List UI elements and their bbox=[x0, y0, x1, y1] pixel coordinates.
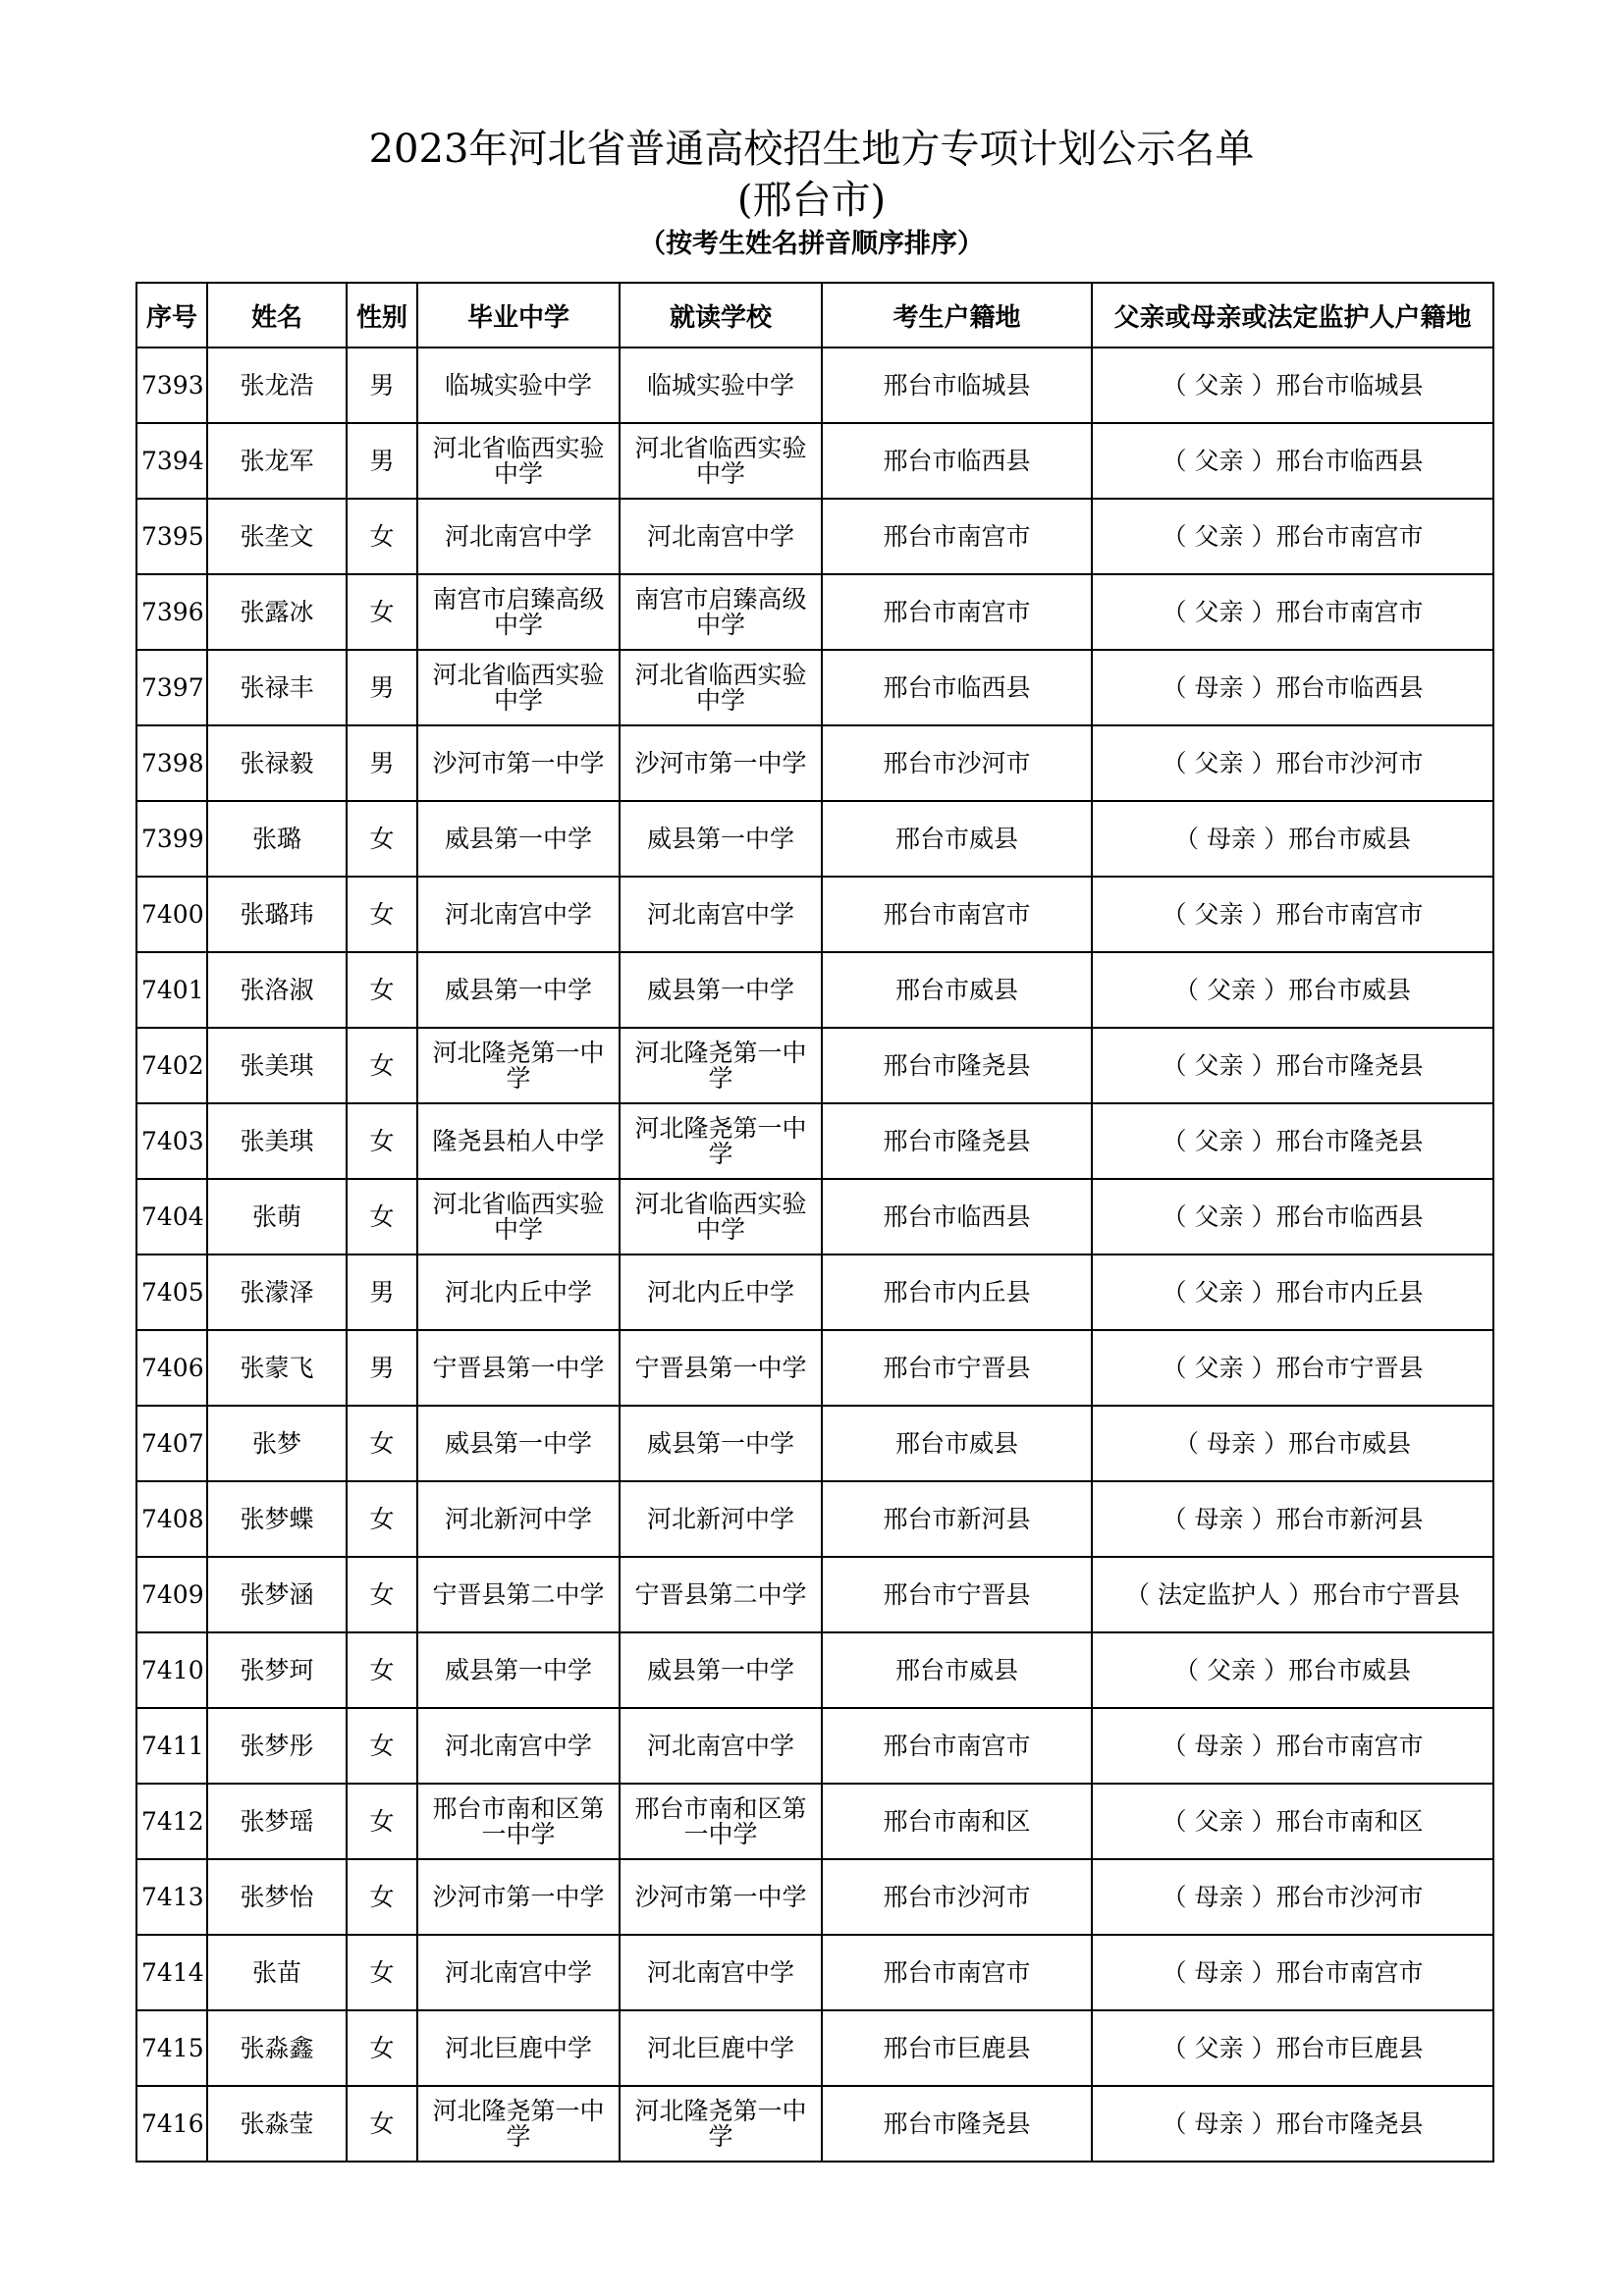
student-residence-cell: 邢台市南宫市 bbox=[822, 574, 1092, 650]
gender-cell: 女 bbox=[347, 1708, 417, 1784]
graduated-school-cell: 河北省临西实验中学 bbox=[417, 423, 620, 499]
student-residence-cell: 邢台市南宫市 bbox=[822, 1935, 1092, 2010]
column-header-guardian-residence: 父亲或母亲或法定监护人户籍地 bbox=[1092, 283, 1493, 347]
guardian-residence-cell: （ 母亲 ）邢台市新河县 bbox=[1092, 1481, 1493, 1557]
graduated-school-cell: 河北内丘中学 bbox=[417, 1255, 620, 1330]
guardian-residence-cell: （ 父亲 ）邢台市临城县 bbox=[1092, 347, 1493, 423]
serial-cell: 7399 bbox=[136, 801, 207, 877]
name-cell: 张美琪 bbox=[207, 1028, 347, 1103]
table-row bbox=[136, 877, 1493, 952]
table-row bbox=[136, 499, 1493, 574]
current-school-cell: 南宫市启臻高级中学 bbox=[620, 574, 822, 650]
name-cell: 张龙浩 bbox=[207, 347, 347, 423]
gender-cell: 男 bbox=[347, 347, 417, 423]
table-header-row bbox=[136, 283, 1493, 347]
graduated-school-cell: 河北省临西实验中学 bbox=[417, 650, 620, 725]
current-school-cell: 宁晋县第二中学 bbox=[620, 1557, 822, 1632]
serial-cell: 7397 bbox=[136, 650, 207, 725]
name-cell: 张璐 bbox=[207, 801, 347, 877]
guardian-residence-cell: （ 父亲 ）邢台市临西县 bbox=[1092, 1179, 1493, 1255]
student-residence-cell: 邢台市南宫市 bbox=[822, 499, 1092, 574]
roster-table bbox=[135, 282, 1494, 2163]
gender-cell: 男 bbox=[347, 1255, 417, 1330]
gender-cell: 男 bbox=[347, 650, 417, 725]
student-residence-cell: 邢台市内丘县 bbox=[822, 1255, 1092, 1330]
name-cell: 张濛泽 bbox=[207, 1255, 347, 1330]
current-school-cell: 河北隆尧第一中学 bbox=[620, 1028, 822, 1103]
serial-cell: 7412 bbox=[136, 1784, 207, 1859]
name-cell: 张淼莹 bbox=[207, 2086, 347, 2162]
guardian-residence-cell: （ 父亲 ）邢台市隆尧县 bbox=[1092, 1103, 1493, 1179]
gender-cell: 女 bbox=[347, 1103, 417, 1179]
guardian-residence-cell: （ 母亲 ）邢台市南宫市 bbox=[1092, 1708, 1493, 1784]
table-row bbox=[136, 1708, 1493, 1784]
current-school-cell: 河北隆尧第一中学 bbox=[620, 2086, 822, 2162]
student-residence-cell: 邢台市威县 bbox=[822, 1632, 1092, 1708]
student-residence-cell: 邢台市新河县 bbox=[822, 1481, 1092, 1557]
current-school-cell: 威县第一中学 bbox=[620, 1632, 822, 1708]
current-school-cell: 河北省临西实验中学 bbox=[620, 650, 822, 725]
graduated-school-cell: 河北南宫中学 bbox=[417, 1708, 620, 1784]
serial-cell: 7395 bbox=[136, 499, 207, 574]
column-header-graduated-school: 毕业中学 bbox=[417, 283, 620, 347]
student-residence-cell: 邢台市巨鹿县 bbox=[822, 2010, 1092, 2086]
name-cell: 张美琪 bbox=[207, 1103, 347, 1179]
graduated-school-cell: 河北南宫中学 bbox=[417, 499, 620, 574]
current-school-cell: 河北隆尧第一中学 bbox=[620, 1103, 822, 1179]
current-school-cell: 河北南宫中学 bbox=[620, 499, 822, 574]
guardian-residence-cell: （ 母亲 ）邢台市威县 bbox=[1092, 801, 1493, 877]
student-residence-cell: 邢台市隆尧县 bbox=[822, 1103, 1092, 1179]
gender-cell: 女 bbox=[347, 574, 417, 650]
serial-cell: 7405 bbox=[136, 1255, 207, 1330]
name-cell: 张龙军 bbox=[207, 423, 347, 499]
document-subtitle: (邢台市) bbox=[736, 178, 887, 223]
gender-cell: 女 bbox=[347, 1406, 417, 1481]
name-cell: 张淼鑫 bbox=[207, 2010, 347, 2086]
current-school-cell: 威县第一中学 bbox=[620, 1406, 822, 1481]
current-school-cell: 临城实验中学 bbox=[620, 347, 822, 423]
graduated-school-cell: 威县第一中学 bbox=[417, 1632, 620, 1708]
student-residence-cell: 邢台市沙河市 bbox=[822, 1859, 1092, 1935]
graduated-school-cell: 南宫市启臻高级中学 bbox=[417, 574, 620, 650]
graduated-school-cell: 河北南宫中学 bbox=[417, 877, 620, 952]
student-residence-cell: 邢台市南和区 bbox=[822, 1784, 1092, 1859]
student-residence-cell: 邢台市宁晋县 bbox=[822, 1330, 1092, 1406]
name-cell: 张梦怡 bbox=[207, 1859, 347, 1935]
gender-cell: 女 bbox=[347, 1028, 417, 1103]
table-row bbox=[136, 423, 1493, 499]
graduated-school-cell: 河北巨鹿中学 bbox=[417, 2010, 620, 2086]
table-row bbox=[136, 801, 1493, 877]
table-row bbox=[136, 1103, 1493, 1179]
name-cell: 张萌 bbox=[207, 1179, 347, 1255]
name-cell: 张璐玮 bbox=[207, 877, 347, 952]
guardian-residence-cell: （ 父亲 ）邢台市隆尧县 bbox=[1092, 1028, 1493, 1103]
current-school-cell: 威县第一中学 bbox=[620, 952, 822, 1028]
student-residence-cell: 邢台市隆尧县 bbox=[822, 2086, 1092, 2162]
name-cell: 张梦瑶 bbox=[207, 1784, 347, 1859]
student-residence-cell: 邢台市临西县 bbox=[822, 1179, 1092, 1255]
column-header-student-residence: 考生户籍地 bbox=[822, 283, 1092, 347]
serial-cell: 7401 bbox=[136, 952, 207, 1028]
student-residence-cell: 邢台市南宫市 bbox=[822, 1708, 1092, 1784]
student-residence-cell: 邢台市沙河市 bbox=[822, 725, 1092, 801]
student-residence-cell: 邢台市威县 bbox=[822, 801, 1092, 877]
guardian-residence-cell: （ 父亲 ）邢台市宁晋县 bbox=[1092, 1330, 1493, 1406]
graduated-school-cell: 沙河市第一中学 bbox=[417, 725, 620, 801]
guardian-residence-cell: （ 父亲 ）邢台市沙河市 bbox=[1092, 725, 1493, 801]
table-row bbox=[136, 1859, 1493, 1935]
guardian-residence-cell: （ 父亲 ）邢台市南宫市 bbox=[1092, 877, 1493, 952]
name-cell: 张露冰 bbox=[207, 574, 347, 650]
graduated-school-cell: 威县第一中学 bbox=[417, 952, 620, 1028]
table-body bbox=[136, 347, 1493, 2162]
column-header-gender: 性别 bbox=[347, 283, 417, 347]
student-residence-cell: 邢台市临西县 bbox=[822, 423, 1092, 499]
gender-cell: 女 bbox=[347, 1632, 417, 1708]
current-school-cell: 河北新河中学 bbox=[620, 1481, 822, 1557]
table-row bbox=[136, 1330, 1493, 1406]
serial-cell: 7403 bbox=[136, 1103, 207, 1179]
guardian-residence-cell: （ 父亲 ）邢台市南宫市 bbox=[1092, 574, 1493, 650]
serial-cell: 7409 bbox=[136, 1557, 207, 1632]
student-residence-cell: 邢台市南宫市 bbox=[822, 877, 1092, 952]
table-row bbox=[136, 1632, 1493, 1708]
gender-cell: 男 bbox=[347, 725, 417, 801]
gender-cell: 男 bbox=[347, 423, 417, 499]
graduated-school-cell: 河北隆尧第一中学 bbox=[417, 1028, 620, 1103]
current-school-cell: 河北巨鹿中学 bbox=[620, 2010, 822, 2086]
serial-cell: 7406 bbox=[136, 1330, 207, 1406]
table-row bbox=[136, 574, 1493, 650]
gender-cell: 女 bbox=[347, 1481, 417, 1557]
current-school-cell: 河北省临西实验中学 bbox=[620, 1179, 822, 1255]
document-title: 2023年河北省普通高校招生地方专项计划公示名单 bbox=[368, 127, 1255, 172]
table-row bbox=[136, 1481, 1493, 1557]
table-row bbox=[136, 725, 1493, 801]
serial-cell: 7411 bbox=[136, 1708, 207, 1784]
guardian-residence-cell: （ 母亲 ）邢台市临西县 bbox=[1092, 650, 1493, 725]
gender-cell: 女 bbox=[347, 1859, 417, 1935]
table-row bbox=[136, 2010, 1493, 2086]
name-cell: 张苗 bbox=[207, 1935, 347, 2010]
current-school-cell: 沙河市第一中学 bbox=[620, 1859, 822, 1935]
table-row bbox=[136, 347, 1493, 423]
gender-cell: 男 bbox=[347, 1330, 417, 1406]
student-residence-cell: 邢台市临西县 bbox=[822, 650, 1092, 725]
name-cell: 张梦 bbox=[207, 1406, 347, 1481]
name-cell: 张垄文 bbox=[207, 499, 347, 574]
current-school-cell: 沙河市第一中学 bbox=[620, 725, 822, 801]
guardian-residence-cell: （ 父亲 ）邢台市内丘县 bbox=[1092, 1255, 1493, 1330]
name-cell: 张梦珂 bbox=[207, 1632, 347, 1708]
gender-cell: 女 bbox=[347, 1935, 417, 2010]
current-school-cell: 威县第一中学 bbox=[620, 801, 822, 877]
graduated-school-cell: 沙河市第一中学 bbox=[417, 1859, 620, 1935]
gender-cell: 女 bbox=[347, 952, 417, 1028]
guardian-residence-cell: （ 母亲 ）邢台市沙河市 bbox=[1092, 1859, 1493, 1935]
current-school-cell: 河北南宫中学 bbox=[620, 1935, 822, 2010]
student-residence-cell: 邢台市临城县 bbox=[822, 347, 1092, 423]
name-cell: 张梦彤 bbox=[207, 1708, 347, 1784]
student-residence-cell: 邢台市隆尧县 bbox=[822, 1028, 1092, 1103]
column-header-current-school: 就读学校 bbox=[620, 283, 822, 347]
gender-cell: 女 bbox=[347, 2010, 417, 2086]
graduated-school-cell: 隆尧县柏人中学 bbox=[417, 1103, 620, 1179]
guardian-residence-cell: （ 父亲 ）邢台市巨鹿县 bbox=[1092, 2010, 1493, 2086]
table-row bbox=[136, 1255, 1493, 1330]
current-school-cell: 宁晋县第一中学 bbox=[620, 1330, 822, 1406]
table-row bbox=[136, 1028, 1493, 1103]
serial-cell: 7393 bbox=[136, 347, 207, 423]
gender-cell: 女 bbox=[347, 877, 417, 952]
guardian-residence-cell: （ 母亲 ）邢台市南宫市 bbox=[1092, 1935, 1493, 2010]
graduated-school-cell: 河北省临西实验中学 bbox=[417, 1179, 620, 1255]
gender-cell: 女 bbox=[347, 2086, 417, 2162]
serial-cell: 7416 bbox=[136, 2086, 207, 2162]
guardian-residence-cell: （ 父亲 ）邢台市南和区 bbox=[1092, 1784, 1493, 1859]
student-residence-cell: 邢台市威县 bbox=[822, 1406, 1092, 1481]
guardian-residence-cell: （ 母亲 ）邢台市威县 bbox=[1092, 1406, 1493, 1481]
guardian-residence-cell: （ 父亲 ）邢台市威县 bbox=[1092, 952, 1493, 1028]
serial-cell: 7394 bbox=[136, 423, 207, 499]
guardian-residence-cell: （ 母亲 ）邢台市隆尧县 bbox=[1092, 2086, 1493, 2162]
serial-cell: 7402 bbox=[136, 1028, 207, 1103]
gender-cell: 女 bbox=[347, 801, 417, 877]
serial-cell: 7396 bbox=[136, 574, 207, 650]
guardian-residence-cell: （ 父亲 ）邢台市威县 bbox=[1092, 1632, 1493, 1708]
graduated-school-cell: 临城实验中学 bbox=[417, 347, 620, 423]
gender-cell: 女 bbox=[347, 1179, 417, 1255]
graduated-school-cell: 威县第一中学 bbox=[417, 801, 620, 877]
graduated-school-cell: 宁晋县第二中学 bbox=[417, 1557, 620, 1632]
table-row bbox=[136, 1784, 1493, 1859]
serial-cell: 7414 bbox=[136, 1935, 207, 2010]
serial-cell: 7404 bbox=[136, 1179, 207, 1255]
column-header-name: 姓名 bbox=[207, 283, 347, 347]
name-cell: 张禄丰 bbox=[207, 650, 347, 725]
current-school-cell: 河北南宫中学 bbox=[620, 877, 822, 952]
serial-cell: 7400 bbox=[136, 877, 207, 952]
graduated-school-cell: 河北南宫中学 bbox=[417, 1935, 620, 2010]
name-cell: 张禄毅 bbox=[207, 725, 347, 801]
table-row bbox=[136, 952, 1493, 1028]
current-school-cell: 河北南宫中学 bbox=[620, 1708, 822, 1784]
graduated-school-cell: 河北新河中学 bbox=[417, 1481, 620, 1557]
table-row bbox=[136, 2086, 1493, 2162]
table-row bbox=[136, 1935, 1493, 2010]
table-row bbox=[136, 1557, 1493, 1632]
student-residence-cell: 邢台市威县 bbox=[822, 952, 1092, 1028]
current-school-cell: 河北内丘中学 bbox=[620, 1255, 822, 1330]
guardian-residence-cell: （ 父亲 ）邢台市南宫市 bbox=[1092, 499, 1493, 574]
serial-cell: 7415 bbox=[136, 2010, 207, 2086]
student-residence-cell: 邢台市宁晋县 bbox=[822, 1557, 1092, 1632]
guardian-residence-cell: （ 父亲 ）邢台市临西县 bbox=[1092, 423, 1493, 499]
table-row bbox=[136, 1406, 1493, 1481]
table-row bbox=[136, 1179, 1493, 1255]
serial-cell: 7408 bbox=[136, 1481, 207, 1557]
name-cell: 张梦涵 bbox=[207, 1557, 347, 1632]
current-school-cell: 邢台市南和区第一中学 bbox=[620, 1784, 822, 1859]
name-cell: 张蒙飞 bbox=[207, 1330, 347, 1406]
graduated-school-cell: 河北隆尧第一中学 bbox=[417, 2086, 620, 2162]
name-cell: 张洛淑 bbox=[207, 952, 347, 1028]
serial-cell: 7410 bbox=[136, 1632, 207, 1708]
name-cell: 张梦蝶 bbox=[207, 1481, 347, 1557]
sort-note: （按考生姓名拼音顺序排序） bbox=[639, 229, 984, 259]
gender-cell: 女 bbox=[347, 499, 417, 574]
graduated-school-cell: 邢台市南和区第一中学 bbox=[417, 1784, 620, 1859]
gender-cell: 女 bbox=[347, 1784, 417, 1859]
graduated-school-cell: 宁晋县第一中学 bbox=[417, 1330, 620, 1406]
graduated-school-cell: 威县第一中学 bbox=[417, 1406, 620, 1481]
guardian-residence-cell: （ 法定监护人 ）邢台市宁晋县 bbox=[1092, 1557, 1493, 1632]
gender-cell: 女 bbox=[347, 1557, 417, 1632]
serial-cell: 7407 bbox=[136, 1406, 207, 1481]
serial-cell: 7398 bbox=[136, 725, 207, 801]
column-header-serial: 序号 bbox=[136, 283, 207, 347]
current-school-cell: 河北省临西实验中学 bbox=[620, 423, 822, 499]
serial-cell: 7413 bbox=[136, 1859, 207, 1935]
table-row bbox=[136, 650, 1493, 725]
